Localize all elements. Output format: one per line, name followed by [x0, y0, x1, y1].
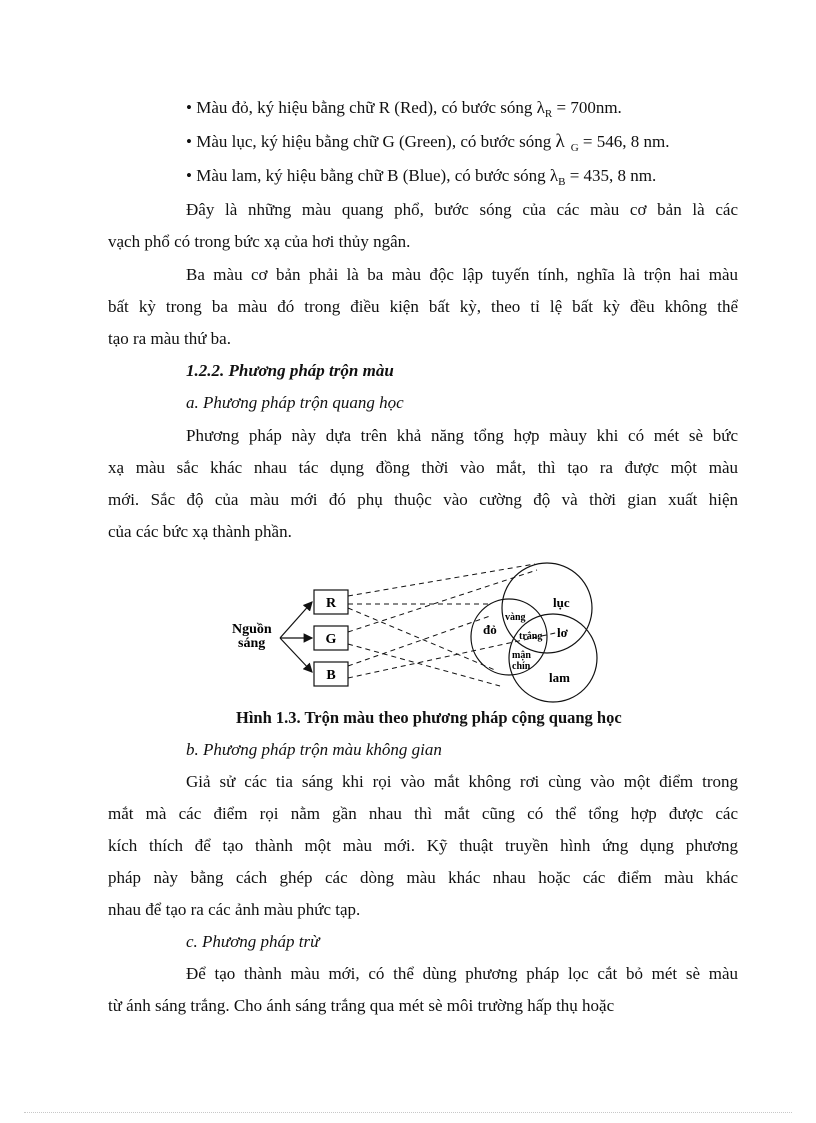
box-b-label: B: [326, 668, 336, 683]
ray-r-top: [348, 564, 535, 596]
ray-g-bottom: [348, 644, 500, 686]
para1-line: vạch phổ có trong bức xạ của hơi thủy ngân.: [108, 232, 411, 251]
label-luc: lục: [553, 595, 570, 610]
label-do: đỏ: [483, 622, 497, 637]
ray-r-bottom: [348, 608, 495, 670]
source-label-line1: Nguồn: [232, 622, 272, 637]
color-mixing-diagram: [0, 560, 816, 710]
bullet-value: = 435, 8 nm.: [565, 166, 657, 185]
bullet-red: [186, 97, 746, 125]
page-bottom-border: [24, 1112, 792, 1113]
para3-line: xạ màu sắc khác nhau tác dụng đồng thời vào mắt, thì tạo ra được một màu: [108, 458, 738, 477]
bullet-value: = 700nm.: [552, 98, 622, 117]
label-lo: lơ: [557, 625, 568, 640]
box-r-label: R: [325, 596, 337, 611]
para4-line: nhau để tạo ra các ảnh màu phức tạp.: [108, 900, 361, 919]
label-man-1: mận: [512, 650, 531, 661]
label-lam: lam: [549, 670, 570, 685]
label-man-2: chín: [512, 661, 531, 672]
figure-caption: Hình 1.3. Trộn màu theo phương pháp cộng quang học: [236, 708, 622, 727]
arrow-to-r: [280, 602, 312, 638]
para4-line: kích thích để tạo thành một màu mới. Kỹ thuật truyền hình ứng dụng phương: [108, 836, 738, 855]
lambda-subscript: G: [570, 142, 579, 154]
para5-line: từ ánh sáng trắng. Cho ánh sáng trắng qua mét sè môi trường hấp thụ hoặc: [108, 996, 615, 1015]
bullet-text: Màu lam, ký hiệu bằng chữ B (Blue), có bước sóng: [196, 166, 550, 185]
bullet-marker: •: [186, 166, 192, 185]
lambda-subscript: B: [558, 176, 566, 188]
bullet-value: = 546, 8 nm.: [578, 132, 670, 151]
para5-line: Để tạo thành màu mới, có thể dùng phương pháp lọc cắt bỏ mét sè màu: [186, 964, 738, 983]
label-trang: trắng: [519, 631, 543, 642]
bullet-blue: [186, 165, 746, 193]
para4-line: mắt mà các điểm rọi nằm gần nhau thì mắt cũng có thể tổng hợp được các: [108, 804, 738, 823]
para3-line: mới. Sắc độ của màu mới đó phụ thuộc vào cường độ và thời gian xuất hiện: [108, 490, 738, 509]
source-label-line2: sáng: [238, 636, 266, 651]
para3-line: của các bức xạ thành phần.: [108, 522, 292, 541]
subheading-b: b. Phương pháp trộn màu không gian: [186, 740, 442, 759]
lambda-symbol: λ: [536, 98, 545, 117]
label-vang: vàng: [505, 612, 526, 623]
section-heading: 1.2.2. Phương pháp trộn màu: [186, 361, 394, 380]
lambda-symbol: λ: [549, 166, 559, 185]
bullet-text: Màu đỏ, ký hiệu bằng chữ R (Red), có bước sóng: [196, 98, 537, 117]
bullet-marker: •: [186, 98, 192, 117]
para2-line: tạo ra màu thứ ba.: [108, 329, 231, 348]
para2-line: Ba màu cơ bản phải là ba màu độc lập tuyến tính, nghĩa là trộn hai màu: [186, 265, 738, 284]
bullet-green: [186, 131, 746, 159]
subheading-a: a. Phương pháp trộn quang học: [186, 393, 404, 412]
lambda-symbol: λ: [555, 131, 565, 152]
bullet-marker: •: [186, 132, 192, 151]
para2-line: bất kỳ trong ba màu đó trong điều kiện bất kỳ, theo tỉ lệ bất kỳ đều không thể: [108, 297, 738, 316]
bullet-text: Màu lục, ký hiệu bằng chữ G (Green), có bước sóng: [196, 132, 556, 151]
lambda-subscript: R: [544, 108, 553, 120]
para4-line: Giả sử các tia sáng khi rọi vào mắt không rơi cùng vào một điểm trong: [186, 772, 738, 791]
box-g-label: G: [325, 632, 337, 647]
arrow-to-b: [280, 638, 312, 672]
para1-line: Đây là những màu quang phổ, bước sóng của các màu cơ bản là các: [186, 200, 738, 219]
para3-line: Phương pháp này dựa trên khả năng tổng hợp màuy khi có mét sè bức: [186, 426, 738, 445]
subheading-c: c. Phương pháp trừ: [186, 932, 320, 951]
para4-line: pháp này bằng cách ghép các dòng màu khác nhau hoặc các điểm màu khác: [108, 868, 738, 887]
